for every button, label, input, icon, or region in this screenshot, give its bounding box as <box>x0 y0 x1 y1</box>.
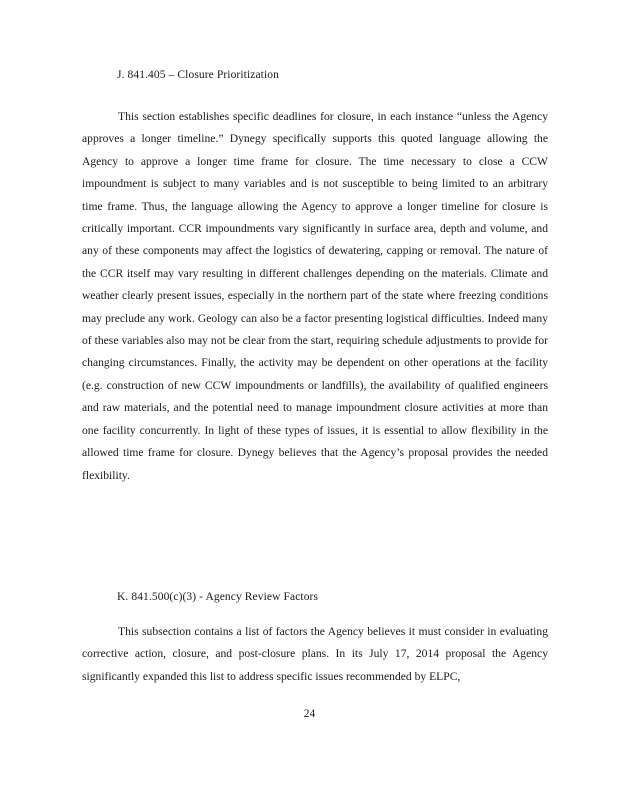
section-j-paragraph: This section establishes specific deadlines for closure, in each instance “unless the Agency approves a longer timeline.” Dynegy specifically supports this quoted language allowing the Agency to approve a longer time frame for closure. The time necessary to close a CCW impoundment is subject to many variables and is not susceptible to being limited to an arbitrary time frame. Thus, the language allowing the Agency to approve a longer timeline for closure is critically important. CCR impoundments vary significantly in surface area, depth and volume, and any of these components may affect the logistics of dewatering, capping or removal. The nature of the CCR itself may vary resulting in different challenges depending on the materials. Climate and weather clearly present issues, especially in the northern part of the state where freezing conditions may preclude any work. Geology can also be a factor presenting logistical difficulties. Indeed many of these variables also may not be clear from the start, requiring schedule adjustments to provide for changing circumstances. Finally, the activity may be dependent on other operations at the facility (e.g. construction of new CCW impoundments or landfills), the availability of qualified engineers and raw materials, and the potential need to manage impoundment closure activities at more than one facility concurrently. In light of these types of issues, it is essential to allow flexibility in the allowed time frame for closure. Dynegy believes that the Agency’s proposal provides the needed flexibility. <box>82 110 548 482</box>
section-k-paragraph: This subsection contains a list of factors the Agency believes it must consider in evaluating corrective action, closure, and post-closure plans. In its July 17, 2014 proposal the Agency significantly expanded this list to address specific issues recommended by ELPC, <box>82 625 548 683</box>
page-number: 24 <box>303 708 316 720</box>
section-j-heading: J. 841.405 – Closure Prioritization <box>117 69 279 81</box>
section-k-heading: K. 841.500(c)(3) - Agency Review Factors <box>117 591 319 603</box>
